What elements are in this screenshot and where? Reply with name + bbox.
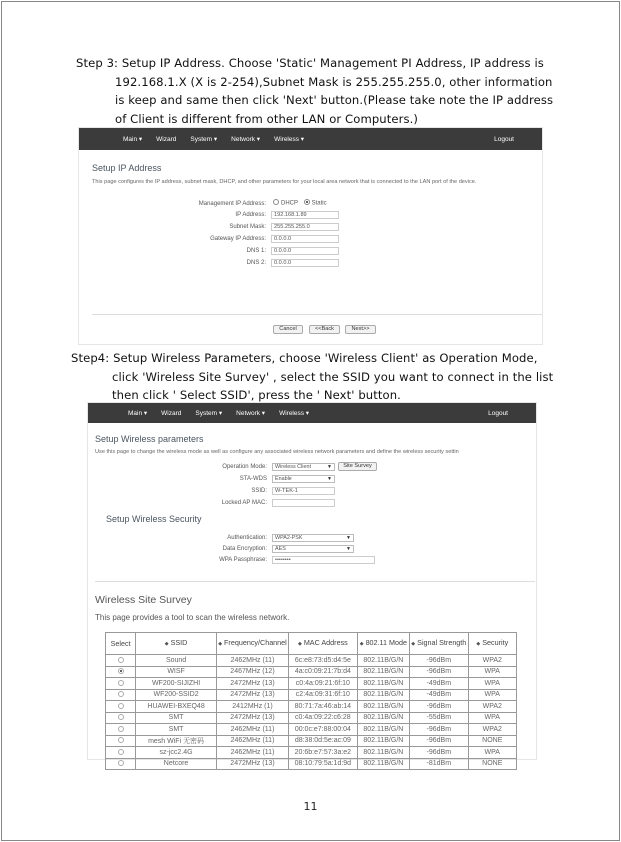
- chevron-down-icon: ▼: [327, 476, 332, 482]
- mac-cell: 80:71:7a:46:ab:14: [289, 701, 358, 713]
- mgmt-ip-label: Management IP Address:: [198, 200, 266, 207]
- form-divider: [92, 314, 542, 315]
- frequency-cell: 2462MHz (11): [216, 724, 288, 736]
- mac-cell: c0:4a:09:21:6f:10: [289, 678, 358, 690]
- table-row[interactable]: [106, 724, 517, 736]
- locked-mac-label: Locked AP MAC:: [221, 499, 267, 506]
- frequency-cell: 2472MHz (13): [216, 712, 288, 724]
- mac-cell: 00:0c:e7:88:00:04: [289, 724, 358, 736]
- security-title: Setup Wireless Security: [106, 514, 202, 524]
- frequency-cell: 2467MHz (12): [216, 666, 288, 678]
- signal-cell: -96dBm: [410, 666, 468, 678]
- mode-cell: 802.11B/G/N: [357, 724, 409, 736]
- ssid-label: SSID:: [251, 487, 267, 494]
- logout-link-2[interactable]: Logout: [488, 409, 508, 417]
- ssid-cell: WF200-SIJIZHI: [136, 678, 217, 690]
- step3-line-3: is keep and same then click 'Next' button.(Please take note the IP address: [115, 93, 554, 107]
- col-select: Select: [106, 633, 136, 655]
- sort-icon: ◆: [411, 641, 416, 647]
- op-mode-label: Operation Mode:: [222, 463, 267, 470]
- table-row[interactable]: [106, 666, 517, 678]
- col-signal[interactable]: ◆ Signal Strength: [410, 633, 468, 655]
- gateway-input[interactable]: 0.0.0.0: [271, 235, 339, 243]
- security-divider: [95, 581, 535, 582]
- nav-network[interactable]: Network ▾: [231, 136, 261, 143]
- select-cell: [106, 655, 136, 667]
- survey-title: Wireless Site Survey: [95, 594, 192, 606]
- ssid-cell: HUAWEI-BXEQ48: [136, 701, 217, 713]
- select-cell: [106, 689, 136, 701]
- security-cell: WPA: [468, 678, 516, 690]
- chevron-down-icon: ▼: [346, 535, 351, 541]
- select-radio[interactable]: [118, 749, 124, 755]
- step4-line-1: Step4: Setup Wireless Parameters, choose 'Wireless Client' as Operation Mode,: [71, 351, 538, 365]
- chevron-down-icon: ▼: [327, 464, 332, 470]
- frequency-cell: 2462MHz (11): [216, 655, 288, 667]
- setup-ip-screenshot: [78, 127, 543, 345]
- select-radio[interactable]: [118, 668, 124, 674]
- security-cell: NONE: [468, 735, 516, 747]
- mac-cell: c0:4a:09:22:c6:28: [289, 712, 358, 724]
- signal-cell: -49dBm: [410, 678, 468, 690]
- select-cell: [106, 724, 136, 736]
- router-navbar: [79, 128, 542, 150]
- sort-icon: ◆: [218, 641, 223, 647]
- table-row[interactable]: [106, 747, 517, 759]
- table-row[interactable]: [106, 758, 517, 770]
- ip-row: [79, 210, 266, 219]
- select-radio[interactable]: [118, 714, 124, 720]
- mask-input[interactable]: 255.255.255.0: [271, 223, 339, 231]
- select-cell: [106, 678, 136, 690]
- col-frequency[interactable]: ◆ Frequency/Channel: [216, 633, 288, 655]
- sort-icon: ◆: [476, 641, 481, 647]
- mac-cell: 08:10:79:5a:1d:9d: [289, 758, 358, 770]
- dns1-input[interactable]: 0.0.0.0: [271, 247, 339, 255]
- col-security[interactable]: ◆ Security: [468, 633, 516, 655]
- auth-select[interactable]: [272, 534, 354, 542]
- nav-network-2[interactable]: Network ▾: [236, 410, 266, 417]
- dns2-label: DNS 2:: [246, 259, 266, 266]
- security-cell: WPA: [468, 689, 516, 701]
- nav-wireless[interactable]: Wireless ▾: [274, 136, 305, 143]
- mac-cell: c2:4a:09:31:6f:10: [289, 689, 358, 701]
- mgmt-ip-row: [79, 199, 266, 208]
- select-cell: [106, 758, 136, 770]
- survey-description: This page provides a tool to scan the wireless network.: [95, 613, 290, 622]
- mask-label: Subnet Mask:: [229, 223, 266, 230]
- table-row[interactable]: [106, 701, 517, 713]
- static-radio[interactable]: [304, 199, 310, 205]
- mac-cell: 4a:c0:09:21:7b:d4: [289, 666, 358, 678]
- frequency-cell: 2472MHz (13): [216, 678, 288, 690]
- frequency-cell: 2412MHz (1): [216, 701, 288, 713]
- ssid-cell: WF200-SSID2: [136, 689, 217, 701]
- step3-line-1: Step 3: Setup IP Address. Choose 'Static' Management PI Address, IP address is: [76, 56, 544, 70]
- step4-line-3: then click ' Select SSID', press the ' Next' button.: [112, 388, 401, 402]
- wireless-setup-screenshot: [87, 402, 537, 768]
- encryption-label: Data Encryption:: [222, 545, 267, 552]
- mode-cell: 802.11B/G/N: [357, 747, 409, 759]
- dhcp-radio[interactable]: [273, 199, 279, 205]
- mask-row: [79, 222, 266, 231]
- mode-cell: 802.11B/G/N: [357, 701, 409, 713]
- next-button[interactable]: Next>>: [345, 325, 376, 334]
- sort-icon: ◆: [359, 641, 364, 647]
- select-radio[interactable]: [118, 691, 124, 697]
- mac-cell: 6c:e8:73:d5:d4:5e: [289, 655, 358, 667]
- security-cell: WPA: [468, 666, 516, 678]
- mode-cell: 802.11B/G/N: [357, 666, 409, 678]
- auth-value: WPA2-PSK: [275, 535, 303, 541]
- dns2-row: [79, 258, 266, 267]
- security-cell: NONE: [468, 758, 516, 770]
- op-mode-select[interactable]: [272, 463, 335, 471]
- ssid-cell: Sound: [136, 655, 217, 667]
- nav-wizard[interactable]: Wizard: [156, 135, 177, 143]
- frequency-cell: 2472MHz (13): [216, 689, 288, 701]
- site-survey-button[interactable]: Site Survey: [338, 462, 377, 471]
- dhcp-label: DHCP: [281, 200, 298, 207]
- cancel-button[interactable]: Cancel: [273, 325, 303, 334]
- mode-cell: 802.11B/G/N: [357, 735, 409, 747]
- nav-wizard-2[interactable]: Wizard: [161, 409, 182, 417]
- frequency-cell: 2462MHz (11): [216, 747, 288, 759]
- select-radio[interactable]: [118, 657, 124, 663]
- mode-cell: 802.11B/G/N: [357, 678, 409, 690]
- wireless-description: Use this page to change the wireless mode as well as configure any associated wireless network parameters and define the wireless security settin: [95, 449, 459, 455]
- select-radio[interactable]: [118, 726, 124, 732]
- col-ssid[interactable]: ◆ SSID: [136, 633, 217, 655]
- encryption-value: AES: [275, 546, 286, 552]
- survey-header-row: [106, 633, 517, 655]
- ssid-cell: sz-jcc2.4G: [136, 747, 217, 759]
- sta-wds-value: Enable: [275, 476, 292, 482]
- nav-system-2[interactable]: System ▾: [195, 410, 223, 417]
- gateway-row: [79, 234, 266, 243]
- table-row[interactable]: [106, 689, 517, 701]
- auth-row: [88, 533, 267, 542]
- signal-cell: -96dBm: [410, 655, 468, 667]
- mode-cell: 802.11B/G/N: [357, 689, 409, 701]
- locked-mac-row: [88, 498, 267, 507]
- step3-line-2: 192.168.1.X (X is 2-254),Subnet Mask is 255.255.255.0, other information: [115, 74, 553, 89]
- sort-icon: ◆: [297, 641, 302, 647]
- locked-mac-input[interactable]: [272, 499, 335, 507]
- select-cell: [106, 666, 136, 678]
- sta-wds-row: [88, 474, 267, 483]
- security-cell: WPA: [468, 747, 516, 759]
- col-mode[interactable]: ◆ 802.11 Mode: [357, 633, 409, 655]
- frequency-cell: 2472MHz (13): [216, 758, 288, 770]
- sta-wds-select[interactable]: [272, 475, 335, 483]
- mode-cell: 802.11B/G/N: [357, 758, 409, 770]
- op-mode-value: Wireless Client: [275, 464, 311, 470]
- encryption-select[interactable]: [272, 545, 354, 553]
- encryption-row: [88, 544, 267, 553]
- ssid-cell: mesh WiFi 无密码: [136, 735, 217, 747]
- ssid-row: [88, 486, 267, 495]
- security-cell: WPA2: [468, 701, 516, 713]
- signal-cell: -81dBm: [410, 758, 468, 770]
- dns1-label: DNS 1:: [246, 247, 266, 254]
- ssid-input[interactable]: W-TEK-1: [272, 487, 335, 495]
- mode-cell: 802.11B/G/N: [357, 655, 409, 667]
- gateway-label: Gateway IP Address:: [210, 235, 266, 242]
- ssid-cell: WISF: [136, 666, 217, 678]
- table-row[interactable]: [106, 678, 517, 690]
- table-row[interactable]: [106, 735, 517, 747]
- security-cell: WPA2: [468, 724, 516, 736]
- mgmt-ip-options: [273, 200, 327, 207]
- auth-label: Authentication:: [227, 534, 267, 541]
- select-cell: [106, 735, 136, 747]
- mac-cell: 20:6b:e7:57:3a:e2: [289, 747, 358, 759]
- ssid-cell: SMT: [136, 712, 217, 724]
- select-radio[interactable]: [118, 703, 124, 709]
- ssid-cell: Netcore: [136, 758, 217, 770]
- signal-cell: -96dBm: [410, 735, 468, 747]
- page-description: This page configures the IP address, subnet mask, DHCP, and other parameters for your local area network that is connected to the LAN port of the device.: [92, 179, 477, 185]
- select-cell: [106, 747, 136, 759]
- col-mac[interactable]: ◆ MAC Address: [289, 633, 358, 655]
- signal-cell: -55dBm: [410, 712, 468, 724]
- passphrase-row: [88, 555, 267, 564]
- ip-label: IP Address:: [235, 211, 266, 218]
- step3-line-4: of Client is different from other LAN or Computers.): [115, 111, 419, 126]
- select-cell: [106, 701, 136, 713]
- signal-cell: -96dBm: [410, 747, 468, 759]
- nav-main[interactable]: Main ▾: [123, 136, 143, 143]
- survey-body: [106, 655, 517, 770]
- table-row[interactable]: [106, 712, 517, 724]
- mode-cell: 802.11B/G/N: [357, 712, 409, 724]
- step4-instructions: [71, 349, 554, 405]
- back-button[interactable]: <<Back: [309, 325, 340, 334]
- dns1-row: [79, 246, 266, 255]
- frequency-cell: 2462MHz (11): [216, 735, 288, 747]
- logout-link[interactable]: Logout: [494, 135, 514, 143]
- ip-input[interactable]: 192.168.1.89: [271, 211, 339, 219]
- select-radio[interactable]: [118, 737, 124, 743]
- sta-wds-label: STA-WDS: [239, 475, 267, 482]
- signal-cell: -49dBm: [410, 689, 468, 701]
- router-navbar-2: [88, 403, 536, 423]
- passphrase-label: WPA Passphrase:: [219, 556, 267, 563]
- mac-cell: d8:38:0d:5e:ac:09: [289, 735, 358, 747]
- nav-wireless-2[interactable]: Wireless ▾: [279, 410, 310, 417]
- op-mode-row: [88, 462, 267, 471]
- security-cell: WPA2: [468, 655, 516, 667]
- security-cell: WPA: [468, 712, 516, 724]
- signal-cell: -96dBm: [410, 724, 468, 736]
- chevron-down-icon: ▼: [346, 546, 351, 552]
- site-survey-table: [105, 632, 517, 770]
- wireless-title: Setup Wireless parameters: [95, 434, 204, 444]
- static-label: Static: [311, 200, 327, 207]
- dns2-input[interactable]: 0.0.0.0: [271, 259, 339, 267]
- signal-cell: -96dBm: [410, 701, 468, 713]
- nav-system[interactable]: System ▾: [190, 136, 218, 143]
- ssid-cell: SMT: [136, 724, 217, 736]
- select-radio[interactable]: [118, 680, 124, 686]
- table-row[interactable]: [106, 655, 517, 667]
- page-title: Setup IP Address: [92, 163, 162, 173]
- passphrase-input[interactable]: ••••••••: [272, 556, 375, 564]
- select-cell: [106, 712, 136, 724]
- sort-icon: ◆: [164, 641, 169, 647]
- select-radio[interactable]: [118, 760, 124, 766]
- page-number: 11: [303, 800, 318, 813]
- step4-line-2: click 'Wireless Site Survey' , select the SSID you want to connect in the list: [112, 369, 554, 384]
- step3-instructions: [76, 54, 554, 128]
- nav-main-2[interactable]: Main ▾: [128, 410, 148, 417]
